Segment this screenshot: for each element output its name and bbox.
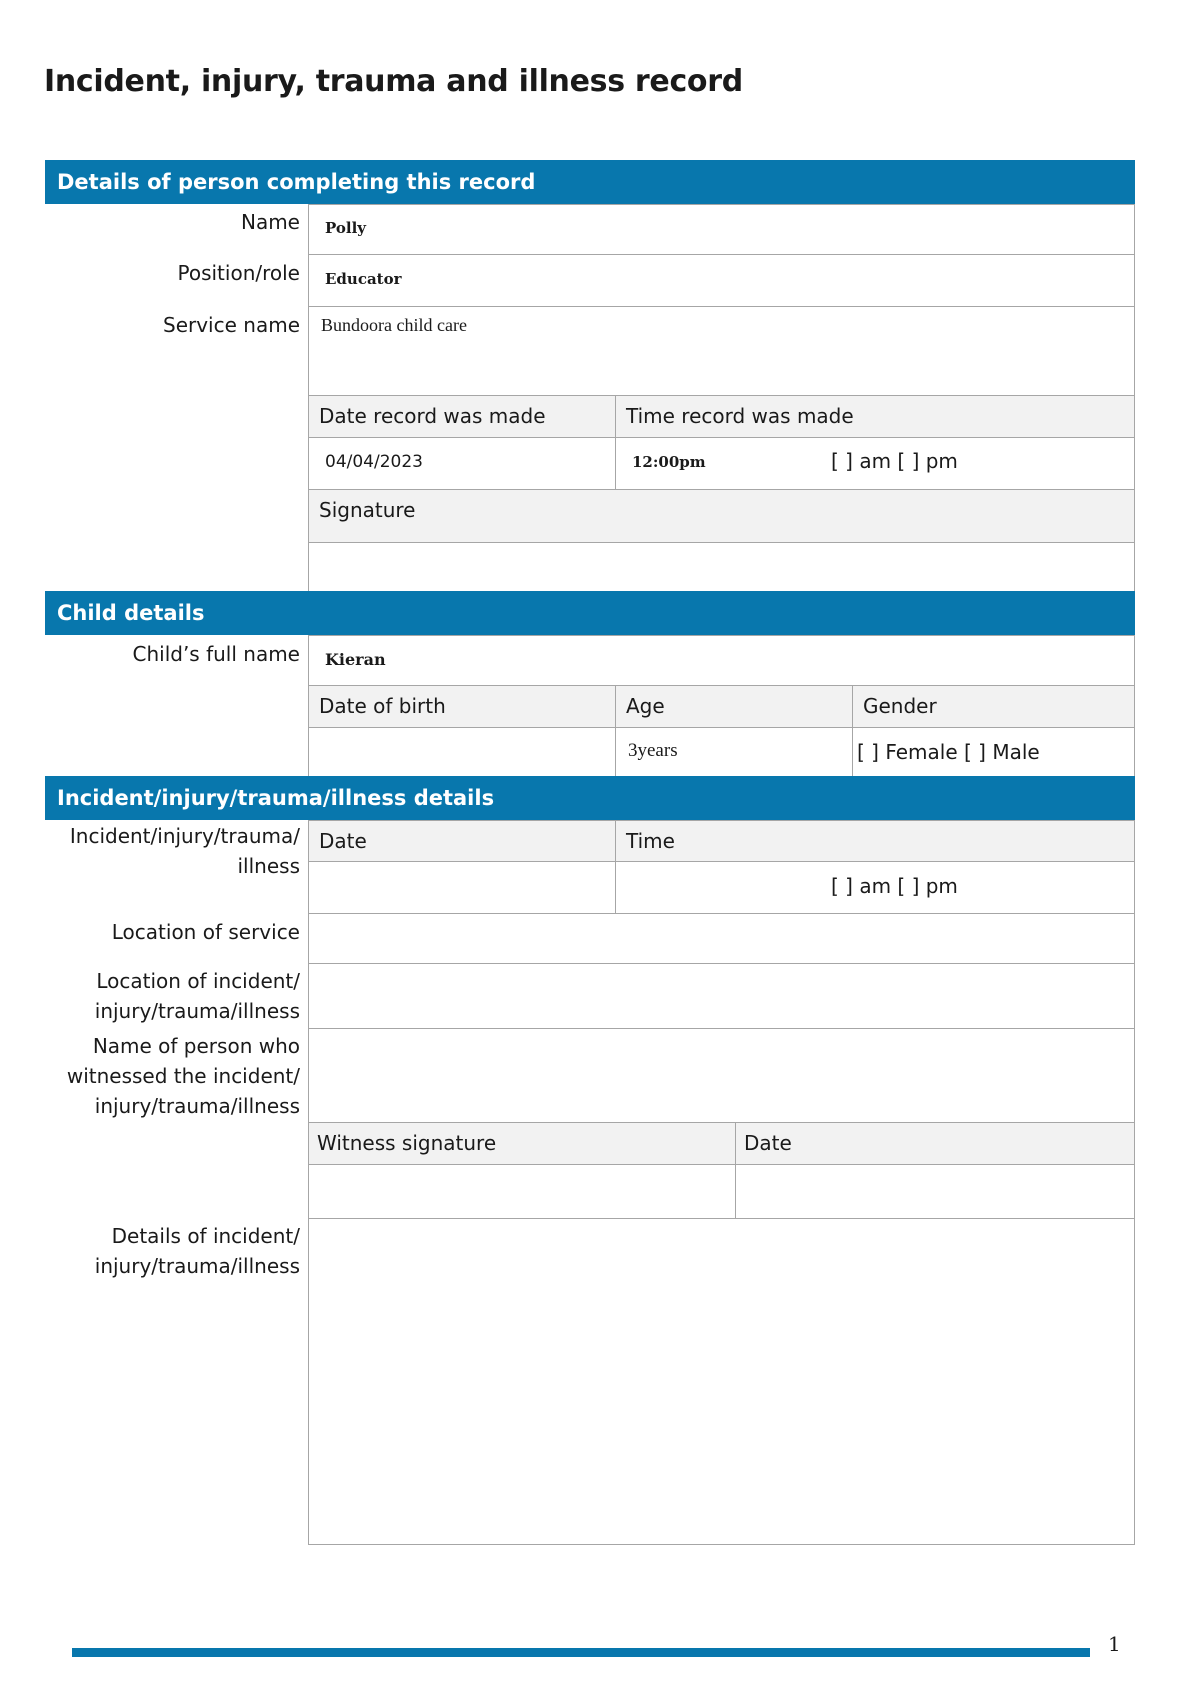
incident-time-header: Time [615,820,1135,862]
page-number: 1 [1108,1632,1121,1656]
witness-name-label-line-1: Name of person who [92,1034,300,1058]
witness-date-field[interactable] [735,1164,1135,1219]
incident-date-field[interactable] [308,861,616,914]
child-name-value: Kieran [325,650,386,669]
incident-label-line-1: Incident/injury/trauma/ [69,824,300,848]
signature-field[interactable] [308,542,1135,592]
time-made-ampm[interactable]: [ ] am [ ] pm [831,449,958,473]
section-header-person: Details of person completing this record [45,160,1135,204]
name-value: Polly [325,219,366,237]
witness-name-field[interactable] [308,1028,1135,1123]
incident-time-ampm[interactable]: [ ] am [ ] pm [831,874,958,898]
page-title: Incident, injury, trauma and illness record [44,64,743,99]
gender-options[interactable]: [ ] Female [ ] Male [857,740,1040,764]
incident-time-field[interactable] [615,861,1135,914]
dob-field[interactable] [308,727,616,777]
child-name-label: Child’s full name [132,642,300,666]
witness-signature-header: Witness signature [308,1122,736,1165]
date-made-field[interactable] [308,437,616,490]
section-header-incident: Incident/injury/trauma/illness details [45,776,1135,820]
service-name-field[interactable] [308,306,1135,396]
age-field[interactable] [615,727,853,777]
name-field[interactable] [308,204,1135,255]
date-made-value: 04/04/2023 [325,452,423,472]
service-name-value: Bundoora child care [321,315,467,335]
details-label-line-1: Details of incident/ [111,1224,300,1248]
witness-date-header: Date [735,1122,1135,1165]
position-label: Position/role [177,261,300,285]
location-incident-field[interactable] [308,963,1135,1029]
age-value: 3years [628,740,678,761]
location-service-field[interactable] [308,913,1135,964]
time-made-field[interactable] [615,437,1135,490]
position-value: Educator [325,270,402,288]
location-service-label: Location of service [111,920,300,944]
witness-name-label-line-2: witnessed the incident/ [66,1064,300,1088]
time-made-header: Time record was made [615,395,1135,438]
location-incident-label-line-2: injury/trauma/illness [94,999,300,1023]
signature-header: Signature [308,489,1135,543]
footer-bar [72,1648,1090,1657]
age-header: Age [615,685,853,728]
gender-header: Gender [852,685,1135,728]
position-field[interactable] [308,254,1135,307]
incident-label-line-2: illness [237,854,300,878]
time-made-value: 12:00pm [632,453,706,471]
gender-field[interactable] [852,727,1135,777]
service-name-label: Service name [163,313,300,337]
details-field[interactable] [308,1218,1135,1545]
child-name-field[interactable] [308,635,1135,686]
witness-name-label-line-3: injury/trauma/illness [94,1094,300,1118]
location-incident-label-line-1: Location of incident/ [96,969,300,993]
section-header-child: Child details [45,591,1135,635]
date-made-header: Date record was made [308,395,616,438]
witness-signature-field[interactable] [308,1164,736,1219]
dob-header: Date of birth [308,685,616,728]
name-label: Name [240,210,300,234]
details-label-line-2: injury/trauma/illness [94,1254,300,1278]
incident-date-header: Date [308,820,616,862]
